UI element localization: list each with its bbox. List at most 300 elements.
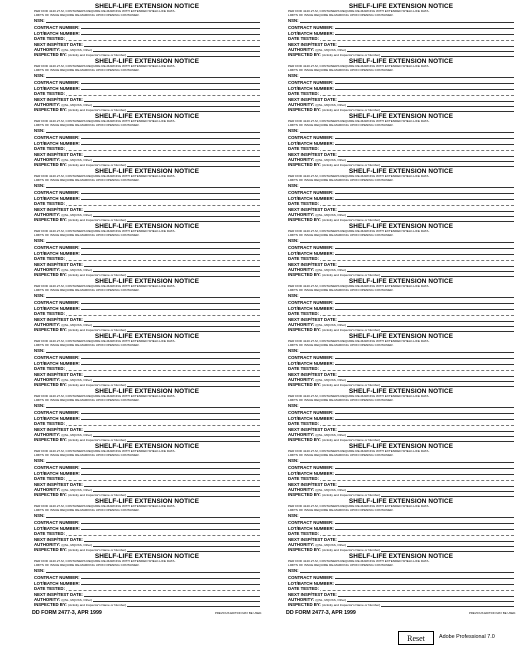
contract-number-label: CONTRACT NUMBER: — [288, 354, 334, 360]
label-regulation-text: PER DOD 4140.27-M, CONTAINERS REQUIRE RE-MARKING WITH EXTENDED SHELF-LIFE DATA. — [288, 174, 430, 179]
nsn-label: NSN: — [34, 73, 45, 78]
inspected-by-hint: (Activity and Inspector's Name or Number) — [68, 382, 127, 387]
label-title: SHELF-LIFE EXTENSION NOTICE — [94, 113, 200, 120]
nsn-field[interactable] — [34, 182, 260, 188]
lot-batch-label: LOT/BATCH NUMBER: — [288, 140, 334, 146]
nsn-field[interactable] — [34, 292, 260, 298]
label-title: SHELF-LIFE EXTENSION NOTICE — [348, 333, 454, 340]
next-inspect-date-label: NEXT INSP/TEST DATE: — [288, 372, 337, 377]
lot-batch-label: LOT/BATCH NUMBER: — [34, 250, 80, 256]
shelf-life-label — [32, 553, 262, 616]
nsn-label: NSN: — [288, 293, 299, 298]
next-inspect-date-label: NEXT INSP/TEST DATE: — [34, 207, 83, 212]
label-title: SHELF-LIFE EXTENSION NOTICE — [94, 58, 200, 65]
date-tested-label: DATE TESTED: — [288, 421, 319, 426]
inspected-by-hint: (Activity and Inspector's Name or Number) — [322, 382, 381, 387]
inspected-by-hint: (Activity and Inspector's Name or Number) — [322, 327, 381, 332]
inspected-by-label: INSPECTED BY: (Activity and Inspector's Name or Number) — [34, 601, 127, 607]
label-title: SHELF-LIFE EXTENSION NOTICE — [94, 223, 200, 230]
inspected-by-hint: (Activity and Inspector's Name or Number) — [68, 327, 127, 332]
contract-number-label: CONTRACT NUMBER: — [288, 574, 334, 580]
contract-number-label: CONTRACT NUMBER: — [288, 24, 334, 30]
date-tested-label: DATE TESTED: — [34, 201, 65, 206]
authority-hint: (QSL, MQCSS, Other) — [61, 212, 93, 217]
inspected-by-field[interactable] — [34, 52, 260, 58]
inspected-by-field[interactable] — [34, 327, 260, 333]
inspected-by-label: INSPECTED BY: (Activity and Inspector's Name or Number) — [288, 271, 381, 277]
nsn-field[interactable] — [288, 512, 514, 518]
contract-number-label: CONTRACT NUMBER: — [34, 24, 80, 30]
inspected-by-label: INSPECTED BY: (Activity and Inspector's Name or Number) — [34, 51, 127, 57]
inspected-by-field[interactable] — [288, 272, 514, 278]
form-number: DD FORM 2477-3, APR 1999 — [32, 610, 102, 616]
inspected-by-label: INSPECTED BY: (Activity and Inspector's Name or Number) — [288, 106, 381, 112]
label-limits-text: LIMITS OF ISSUE REQUIRE RE-MARKING UPON OPENING CONTAINER. — [34, 342, 140, 347]
nsn-label: NSN: — [288, 73, 299, 78]
label-title: SHELF-LIFE EXTENSION NOTICE — [348, 113, 454, 120]
label-regulation-text: PER DOD 4140.27-M, CONTAINERS REQUIRE RE-MARKING WITH EXTENDED SHELF-LIFE DATA. — [34, 339, 176, 344]
inspected-by-field[interactable] — [34, 272, 260, 278]
shelf-life-label — [286, 58, 516, 114]
date-tested-label: DATE TESTED: — [288, 201, 319, 206]
shelf-life-label — [32, 278, 262, 334]
reset-button[interactable]: Reset — [398, 631, 434, 645]
label-regulation-text: PER DOD 4140.27-M, CONTAINERS REQUIRE RE-MARKING WITH EXTENDED SHELF-LIFE DATA. — [288, 9, 430, 14]
lot-batch-label: LOT/BATCH NUMBER: — [288, 470, 334, 476]
inspected-by-label: INSPECTED BY: (Activity and Inspector's Name or Number) — [288, 381, 381, 387]
date-tested-label: DATE TESTED: — [34, 256, 65, 261]
next-inspect-date-label: NEXT INSP/TEST DATE: — [288, 97, 337, 102]
label-regulation-text: PER DOD 4140.27-M, CONTAINERS REQUIRE RE-MARKING WITH EXTENDED SHELF-LIFE DATA. — [288, 119, 430, 124]
date-tested-label: DATE TESTED: — [288, 311, 319, 316]
date-tested-label: DATE TESTED: — [288, 146, 319, 151]
contract-number-label: CONTRACT NUMBER: — [288, 299, 334, 305]
label-limits-text: LIMITS OF ISSUE REQUIRE RE-MARKING UPON OPENING CONTAINER. — [34, 507, 140, 512]
lot-batch-label: LOT/BATCH NUMBER: — [34, 305, 80, 311]
contract-number-label: CONTRACT NUMBER: — [34, 409, 80, 415]
nsn-label: NSN: — [34, 568, 45, 573]
nsn-field[interactable] — [34, 347, 260, 353]
lot-batch-label: LOT/BATCH NUMBER: — [288, 85, 334, 91]
label-limits-text: LIMITS OF ISSUE REQUIRE RE-MARKING UPON OPENING CONTAINER. — [288, 452, 394, 457]
inspected-by-field[interactable] — [34, 547, 260, 553]
shelf-life-label — [286, 223, 516, 279]
date-tested-label: DATE TESTED: — [34, 36, 65, 41]
label-limits-text: LIMITS OF ISSUE REQUIRE RE-MARKING UPON OPENING CONTAINER. — [288, 342, 394, 347]
lot-batch-label: LOT/BATCH NUMBER: — [34, 525, 80, 531]
authority-hint: (QSL, MQCSS, Other) — [61, 377, 93, 382]
nsn-label: NSN: — [34, 183, 45, 188]
label-title: SHELF-LIFE EXTENSION NOTICE — [94, 388, 200, 395]
authority-hint: (QSL, MQCSS, Other) — [61, 432, 93, 437]
authority-hint: (QSL, MQCSS, Other) — [61, 597, 93, 602]
shelf-life-label — [32, 388, 262, 444]
nsn-label: NSN: — [288, 238, 299, 243]
next-inspect-date-label: NEXT INSP/TEST DATE: — [288, 262, 337, 267]
date-tested-label: DATE TESTED: — [288, 366, 319, 371]
label-footer — [286, 609, 516, 616]
label-regulation-text: PER DOD 4140.27-M, CONTAINERS REQUIRE RE-MARKING WITH EXTENDED SHELF-LIFE DATA. — [288, 449, 430, 454]
nsn-label: NSN: — [288, 403, 299, 408]
contract-number-label: CONTRACT NUMBER: — [34, 354, 80, 360]
label-regulation-text: PER DOD 4140.27-M, CONTAINERS REQUIRE RE-MARKING WITH EXTENDED SHELF-LIFE DATA. — [34, 449, 176, 454]
label-regulation-text: PER DOD 4140.27-M, CONTAINERS REQUIRE RE-MARKING WITH EXTENDED SHELF-LIFE DATA. — [34, 9, 176, 14]
authority-label: AUTHORITY: (QSL, MQCSS, Other) — [288, 156, 347, 162]
lot-batch-label: LOT/BATCH NUMBER: — [288, 195, 334, 201]
inspected-by-hint: (Activity and Inspector's Name or Number) — [322, 437, 381, 442]
shelf-life-label — [286, 388, 516, 444]
nsn-label: NSN: — [34, 18, 45, 23]
contract-number-label: CONTRACT NUMBER: — [34, 519, 80, 525]
lot-batch-label: LOT/BATCH NUMBER: — [288, 305, 334, 311]
authority-hint: (QSL, MQCSS, Other) — [315, 377, 347, 382]
inspected-by-hint: (Activity and Inspector's Name or Number) — [322, 217, 381, 222]
label-limits-text: LIMITS OF ISSUE REQUIRE RE-MARKING UPON OPENING CONTAINER. — [288, 122, 394, 127]
contract-number-label: CONTRACT NUMBER: — [34, 134, 80, 140]
next-inspect-date-label: NEXT INSP/TEST DATE: — [288, 207, 337, 212]
nsn-field[interactable] — [288, 457, 514, 463]
inspected-by-field[interactable] — [288, 382, 514, 388]
lot-batch-label: LOT/BATCH NUMBER: — [34, 470, 80, 476]
nsn-field[interactable] — [34, 402, 260, 408]
nsn-field[interactable] — [288, 72, 514, 78]
label-limits-text: LIMITS OF ISSUE REQUIRE RE-MARKING UPON OPENING CONTAINER. — [34, 67, 140, 72]
authority-hint: (QSL, MQCSS, Other) — [61, 102, 93, 107]
authority-label: AUTHORITY: (QSL, MQCSS, Other) — [288, 46, 347, 52]
authority-hint: (QSL, MQCSS, Other) — [315, 102, 347, 107]
contract-number-label: CONTRACT NUMBER: — [288, 244, 334, 250]
authority-label: AUTHORITY: (QSL, MQCSS, Other) — [34, 101, 93, 107]
next-inspect-date-label: NEXT INSP/TEST DATE: — [34, 482, 83, 487]
nsn-label: NSN: — [288, 458, 299, 463]
nsn-label: NSN: — [288, 18, 299, 23]
shelf-life-label — [286, 443, 516, 499]
inspected-by-hint: (Activity and Inspector's Name or Number) — [68, 107, 127, 112]
inspected-by-hint: (Activity and Inspector's Name or Number) — [68, 162, 127, 167]
next-inspect-date-label: NEXT INSP/TEST DATE: — [34, 372, 83, 377]
label-title: SHELF-LIFE EXTENSION NOTICE — [348, 443, 454, 450]
inspected-by-hint: (Activity and Inspector's Name or Number) — [68, 272, 127, 277]
app-version-label: Adobe Professional 7.0 — [439, 634, 495, 640]
nsn-label: NSN: — [34, 513, 45, 518]
label-title: SHELF-LIFE EXTENSION NOTICE — [94, 498, 200, 505]
nsn-label: NSN: — [34, 458, 45, 463]
next-inspect-date-label: NEXT INSP/TEST DATE: — [288, 592, 337, 597]
inspected-by-field[interactable] — [288, 162, 514, 168]
label-regulation-text: PER DOD 4140.27-M, CONTAINERS REQUIRE RE-MARKING WITH EXTENDED SHELF-LIFE DATA. — [34, 504, 176, 509]
label-regulation-text: PER DOD 4140.27-M, CONTAINERS REQUIRE RE-MARKING WITH EXTENDED SHELF-LIFE DATA. — [34, 284, 176, 289]
shelf-life-label — [32, 333, 262, 389]
lot-batch-label: LOT/BATCH NUMBER: — [288, 360, 334, 366]
label-regulation-text: PER DOD 4140.27-M, CONTAINERS REQUIRE RE-MARKING WITH EXTENDED SHELF-LIFE DATA. — [288, 559, 430, 564]
label-regulation-text: PER DOD 4140.27-M, CONTAINERS REQUIRE RE-MARKING WITH EXTENDED SHELF-LIFE DATA. — [288, 64, 430, 69]
lot-batch-label: LOT/BATCH NUMBER: — [34, 85, 80, 91]
shelf-life-label — [32, 223, 262, 279]
label-limits-text: LIMITS OF ISSUE REQUIRE RE-MARKING UPON OPENING CONTAINER. — [288, 397, 394, 402]
inspected-by-field[interactable] — [288, 107, 514, 113]
next-inspect-date-label: NEXT INSP/TEST DATE: — [34, 42, 83, 47]
contract-number-label: CONTRACT NUMBER: — [288, 79, 334, 85]
next-inspect-date-label: NEXT INSP/TEST DATE: — [288, 537, 337, 542]
shelf-life-label — [286, 553, 516, 616]
label-limits-text: LIMITS OF ISSUE REQUIRE RE-MARKING UPON OPENING CONTAINER. — [34, 177, 140, 182]
contract-number-label: CONTRACT NUMBER: — [288, 519, 334, 525]
nsn-field[interactable] — [34, 72, 260, 78]
next-inspect-date-label: NEXT INSP/TEST DATE: — [34, 592, 83, 597]
label-title: SHELF-LIFE EXTENSION NOTICE — [94, 3, 200, 10]
inspected-by-hint: (Activity and Inspector's Name or Number) — [68, 52, 127, 57]
inspected-by-hint: (Activity and Inspector's Name or Number) — [322, 547, 381, 552]
shelf-life-label — [32, 443, 262, 499]
inspected-by-label: INSPECTED BY: (Activity and Inspector's Name or Number) — [288, 51, 381, 57]
shelf-life-label — [32, 498, 262, 554]
label-title: SHELF-LIFE EXTENSION NOTICE — [348, 58, 454, 65]
inspected-by-hint: (Activity and Inspector's Name or Number) — [68, 217, 127, 222]
lot-batch-label: LOT/BATCH NUMBER: — [288, 580, 334, 586]
inspected-by-field[interactable] — [288, 492, 514, 498]
inspected-by-hint: (Activity and Inspector's Name or Number) — [322, 162, 381, 167]
date-tested-label: DATE TESTED: — [288, 476, 319, 481]
contract-number-label: CONTRACT NUMBER: — [34, 79, 80, 85]
lot-batch-label: LOT/BATCH NUMBER: — [34, 360, 80, 366]
label-regulation-text: PER DOD 4140.27-M, CONTAINERS REQUIRE RE-MARKING WITH EXTENDED SHELF-LIFE DATA. — [288, 339, 430, 344]
lot-batch-label: LOT/BATCH NUMBER: — [34, 195, 80, 201]
lot-batch-label: LOT/BATCH NUMBER: — [34, 415, 80, 421]
label-title: SHELF-LIFE EXTENSION NOTICE — [348, 498, 454, 505]
lot-batch-label: LOT/BATCH NUMBER: — [288, 525, 334, 531]
next-inspect-date-label: NEXT INSP/TEST DATE: — [288, 482, 337, 487]
next-inspect-date-label: NEXT INSP/TEST DATE: — [288, 427, 337, 432]
label-limits-text: LIMITS OF ISSUE REQUIRE RE-MARKING UPON OPENING CONTAINER. — [288, 177, 394, 182]
label-regulation-text: PER DOD 4140.27-M, CONTAINERS REQUIRE RE-MARKING WITH EXTENDED SHELF-LIFE DATA. — [288, 229, 430, 234]
next-inspect-date-label: NEXT INSP/TEST DATE: — [288, 42, 337, 47]
label-regulation-text: PER DOD 4140.27-M, CONTAINERS REQUIRE RE-MARKING WITH EXTENDED SHELF-LIFE DATA. — [288, 284, 430, 289]
authority-label: AUTHORITY: (QSL, MQCSS, Other) — [34, 321, 93, 327]
inspected-by-hint: (Activity and Inspector's Name or Number) — [322, 52, 381, 57]
nsn-label: NSN: — [34, 238, 45, 243]
label-limits-text: LIMITS OF ISSUE REQUIRE RE-MARKING UPON OPENING CONTAINER. — [288, 562, 394, 567]
authority-hint: (QSL, MQCSS, Other) — [61, 157, 93, 162]
label-limits-text: LIMITS OF ISSUE REQUIRE RE-MARKING UPON OPENING CONTAINER. — [288, 67, 394, 72]
inspected-by-field[interactable] — [34, 217, 260, 223]
inspected-by-field[interactable] — [34, 107, 260, 113]
date-tested-label: DATE TESTED: — [288, 36, 319, 41]
inspected-by-label: INSPECTED BY: (Activity and Inspector's Name or Number) — [288, 436, 381, 442]
nsn-field[interactable] — [288, 347, 514, 353]
authority-label: AUTHORITY: (QSL, MQCSS, Other) — [34, 46, 93, 52]
nsn-field[interactable] — [288, 567, 514, 573]
inspected-by-label: INSPECTED BY: (Activity and Inspector's Name or Number) — [288, 326, 381, 332]
authority-label: AUTHORITY: (QSL, MQCSS, Other) — [288, 101, 347, 107]
authority-label: AUTHORITY: (QSL, MQCSS, Other) — [34, 266, 93, 272]
label-title: SHELF-LIFE EXTENSION NOTICE — [94, 443, 200, 450]
lot-batch-label: LOT/BATCH NUMBER: — [34, 140, 80, 146]
contract-number-label: CONTRACT NUMBER: — [288, 189, 334, 195]
previous-edition-note: PREVIOUS EDITION MAY BE USED. — [215, 611, 262, 615]
inspected-by-field[interactable] — [288, 437, 514, 443]
inspected-by-field[interactable] — [34, 382, 260, 388]
next-inspect-date-label: NEXT INSP/TEST DATE: — [34, 97, 83, 102]
authority-label: AUTHORITY: (QSL, MQCSS, Other) — [288, 541, 347, 547]
inspected-by-label: INSPECTED BY: (Activity and Inspector's Name or Number) — [288, 216, 381, 222]
inspected-by-hint: (Activity and Inspector's Name or Number) — [322, 272, 381, 277]
inspected-by-label: INSPECTED BY: (Activity and Inspector's Name or Number) — [288, 546, 381, 552]
inspected-by-field[interactable] — [288, 52, 514, 58]
inspected-by-label: INSPECTED BY: (Activity and Inspector's Name or Number) — [34, 381, 127, 387]
nsn-label: NSN: — [34, 403, 45, 408]
label-title: SHELF-LIFE EXTENSION NOTICE — [348, 278, 454, 285]
date-tested-label: DATE TESTED: — [288, 531, 319, 536]
nsn-label: NSN: — [34, 293, 45, 298]
inspected-by-field[interactable] — [34, 492, 260, 498]
authority-hint: (QSL, MQCSS, Other) — [315, 432, 347, 437]
inspected-by-label: INSPECTED BY: (Activity and Inspector's Name or Number) — [34, 436, 127, 442]
authority-hint: (QSL, MQCSS, Other) — [61, 47, 93, 52]
inspected-by-hint: (Activity and Inspector's Name or Number) — [322, 492, 381, 497]
label-title: SHELF-LIFE EXTENSION NOTICE — [348, 3, 454, 10]
nsn-label: NSN: — [288, 128, 299, 133]
date-tested-label: DATE TESTED: — [34, 146, 65, 151]
label-title: SHELF-LIFE EXTENSION NOTICE — [94, 278, 200, 285]
shelf-life-label — [32, 3, 262, 59]
lot-batch-label: LOT/BATCH NUMBER: — [288, 250, 334, 256]
nsn-field[interactable] — [34, 17, 260, 23]
nsn-field[interactable] — [288, 127, 514, 133]
label-regulation-text: PER DOD 4140.27-M, CONTAINERS REQUIRE RE-MARKING WITH EXTENDED SHELF-LIFE DATA. — [288, 504, 430, 509]
nsn-label: NSN: — [288, 513, 299, 518]
inspected-by-field[interactable] — [288, 327, 514, 333]
label-limits-text: LIMITS OF ISSUE REQUIRE RE-MARKING UPON OPENING CONTAINER. — [288, 287, 394, 292]
nsn-field[interactable] — [288, 237, 514, 243]
nsn-label: NSN: — [288, 348, 299, 353]
label-regulation-text: PER DOD 4140.27-M, CONTAINERS REQUIRE RE-MARKING WITH EXTENDED SHELF-LIFE DATA. — [34, 174, 176, 179]
label-regulation-text: PER DOD 4140.27-M, CONTAINERS REQUIRE RE-MARKING WITH EXTENDED SHELF-LIFE DATA. — [288, 394, 430, 399]
inspected-by-hint: (Activity and Inspector's Name or Number) — [68, 492, 127, 497]
shelf-life-label — [32, 168, 262, 224]
date-tested-label: DATE TESTED: — [34, 531, 65, 536]
next-inspect-date-label: NEXT INSP/TEST DATE: — [34, 262, 83, 267]
authority-label: AUTHORITY: (QSL, MQCSS, Other) — [34, 541, 93, 547]
authority-hint: (QSL, MQCSS, Other) — [315, 47, 347, 52]
previous-edition-note: PREVIOUS EDITION MAY BE USED. — [469, 611, 516, 615]
label-limits-text: LIMITS OF ISSUE REQUIRE RE-MARKING UPON OPENING CONTAINER. — [34, 452, 140, 457]
authority-label: AUTHORITY: (QSL, MQCSS, Other) — [288, 321, 347, 327]
label-title: SHELF-LIFE EXTENSION NOTICE — [348, 168, 454, 175]
date-tested-label: DATE TESTED: — [288, 586, 319, 591]
authority-label: AUTHORITY: (QSL, MQCSS, Other) — [34, 376, 93, 382]
label-title: SHELF-LIFE EXTENSION NOTICE — [94, 333, 200, 340]
label-limits-text: LIMITS OF ISSUE REQUIRE RE-MARKING UPON OPENING CONTAINER. — [34, 12, 140, 17]
label-title: SHELF-LIFE EXTENSION NOTICE — [348, 223, 454, 230]
shelf-life-label — [286, 498, 516, 554]
inspected-by-field[interactable] — [34, 437, 260, 443]
label-regulation-text: PER DOD 4140.27-M, CONTAINERS REQUIRE RE-MARKING WITH EXTENDED SHELF-LIFE DATA. — [34, 394, 176, 399]
next-inspect-date-label: NEXT INSP/TEST DATE: — [34, 427, 83, 432]
nsn-label: NSN: — [288, 183, 299, 188]
label-limits-text: LIMITS OF ISSUE REQUIRE RE-MARKING UPON OPENING CONTAINER. — [34, 397, 140, 402]
label-limits-text: LIMITS OF ISSUE REQUIRE RE-MARKING UPON OPENING CONTAINER. — [34, 122, 140, 127]
authority-label: AUTHORITY: (QSL, MQCSS, Other) — [288, 376, 347, 382]
inspected-by-field[interactable] — [288, 217, 514, 223]
nsn-field[interactable] — [34, 567, 260, 573]
inspected-by-hint: (Activity and Inspector's Name or Number) — [322, 602, 381, 607]
inspected-by-label: INSPECTED BY: (Activity and Inspector's Name or Number) — [288, 491, 381, 497]
inspected-by-field[interactable] — [34, 162, 260, 168]
contract-number-label: CONTRACT NUMBER: — [34, 574, 80, 580]
label-regulation-text: PER DOD 4140.27-M, CONTAINERS REQUIRE RE-MARKING WITH EXTENDED SHELF-LIFE DATA. — [34, 229, 176, 234]
label-title: SHELF-LIFE EXTENSION NOTICE — [94, 553, 200, 560]
label-regulation-text: PER DOD 4140.27-M, CONTAINERS REQUIRE RE-MARKING WITH EXTENDED SHELF-LIFE DATA. — [34, 559, 176, 564]
label-limits-text: LIMITS OF ISSUE REQUIRE RE-MARKING UPON OPENING CONTAINER. — [288, 12, 394, 17]
inspected-by-label: INSPECTED BY: (Activity and Inspector's Name or Number) — [34, 161, 127, 167]
inspected-by-label: INSPECTED BY: (Activity and Inspector's Name or Number) — [34, 106, 127, 112]
nsn-label: NSN: — [288, 568, 299, 573]
shelf-life-label — [32, 113, 262, 169]
inspected-by-hint: (Activity and Inspector's Name or Number) — [68, 547, 127, 552]
authority-label: AUTHORITY: (QSL, MQCSS, Other) — [34, 486, 93, 492]
authority-label: AUTHORITY: (QSL, MQCSS, Other) — [288, 211, 347, 217]
inspected-by-hint: (Activity and Inspector's Name or Number) — [68, 437, 127, 442]
contract-number-label: CONTRACT NUMBER: — [288, 409, 334, 415]
label-regulation-text: PER DOD 4140.27-M, CONTAINERS REQUIRE RE-MARKING WITH EXTENDED SHELF-LIFE DATA. — [34, 64, 176, 69]
authority-label: AUTHORITY: (QSL, MQCSS, Other) — [288, 266, 347, 272]
inspected-by-label: INSPECTED BY: (Activity and Inspector's Name or Number) — [34, 491, 127, 497]
authority-hint: (QSL, MQCSS, Other) — [315, 322, 347, 327]
date-tested-label: DATE TESTED: — [34, 421, 65, 426]
nsn-field[interactable] — [34, 127, 260, 133]
authority-hint: (QSL, MQCSS, Other) — [61, 267, 93, 272]
shelf-life-label — [286, 3, 516, 59]
authority-label: AUTHORITY: (QSL, MQCSS, Other) — [34, 211, 93, 217]
contract-number-label: CONTRACT NUMBER: — [288, 134, 334, 140]
label-regulation-text: PER DOD 4140.27-M, CONTAINERS REQUIRE RE-MARKING WITH EXTENDED SHELF-LIFE DATA. — [34, 119, 176, 124]
nsn-field[interactable] — [34, 237, 260, 243]
authority-hint: (QSL, MQCSS, Other) — [315, 267, 347, 272]
label-limits-text: LIMITS OF ISSUE REQUIRE RE-MARKING UPON OPENING CONTAINER. — [34, 287, 140, 292]
date-tested-label: DATE TESTED: — [288, 91, 319, 96]
inspected-by-label: INSPECTED BY: (Activity and Inspector's Name or Number) — [288, 601, 381, 607]
inspected-by-field[interactable] — [288, 547, 514, 553]
authority-hint: (QSL, MQCSS, Other) — [61, 542, 93, 547]
date-tested-label: DATE TESTED: — [34, 476, 65, 481]
next-inspect-date-label: NEXT INSP/TEST DATE: — [34, 152, 83, 157]
shelf-life-label — [286, 333, 516, 389]
inspected-by-hint: (Activity and Inspector's Name or Number) — [322, 107, 381, 112]
label-limits-text: LIMITS OF ISSUE REQUIRE RE-MARKING UPON OPENING CONTAINER. — [34, 232, 140, 237]
authority-hint: (QSL, MQCSS, Other) — [61, 322, 93, 327]
authority-hint: (QSL, MQCSS, Other) — [315, 597, 347, 602]
nsn-field[interactable] — [34, 457, 260, 463]
inspected-by-field[interactable] — [288, 602, 514, 608]
authority-label: AUTHORITY: (QSL, MQCSS, Other) — [34, 156, 93, 162]
authority-label: AUTHORITY: (QSL, MQCSS, Other) — [288, 486, 347, 492]
nsn-field[interactable] — [288, 402, 514, 408]
next-inspect-date-label: NEXT INSP/TEST DATE: — [34, 317, 83, 322]
shelf-life-label — [286, 113, 516, 169]
nsn-field[interactable] — [288, 182, 514, 188]
label-title: SHELF-LIFE EXTENSION NOTICE — [348, 388, 454, 395]
nsn-field[interactable] — [288, 292, 514, 298]
label-limits-text: LIMITS OF ISSUE REQUIRE RE-MARKING UPON OPENING CONTAINER. — [34, 562, 140, 567]
label-limits-text: LIMITS OF ISSUE REQUIRE RE-MARKING UPON OPENING CONTAINER. — [288, 507, 394, 512]
date-tested-label: DATE TESTED: — [288, 256, 319, 261]
nsn-field[interactable] — [288, 17, 514, 23]
nsn-field[interactable] — [34, 512, 260, 518]
inspected-by-label: INSPECTED BY: (Activity and Inspector's Name or Number) — [288, 161, 381, 167]
inspected-by-hint: (Activity and Inspector's Name or Number) — [68, 602, 127, 607]
contract-number-label: CONTRACT NUMBER: — [34, 189, 80, 195]
inspected-by-field[interactable] — [34, 602, 260, 608]
